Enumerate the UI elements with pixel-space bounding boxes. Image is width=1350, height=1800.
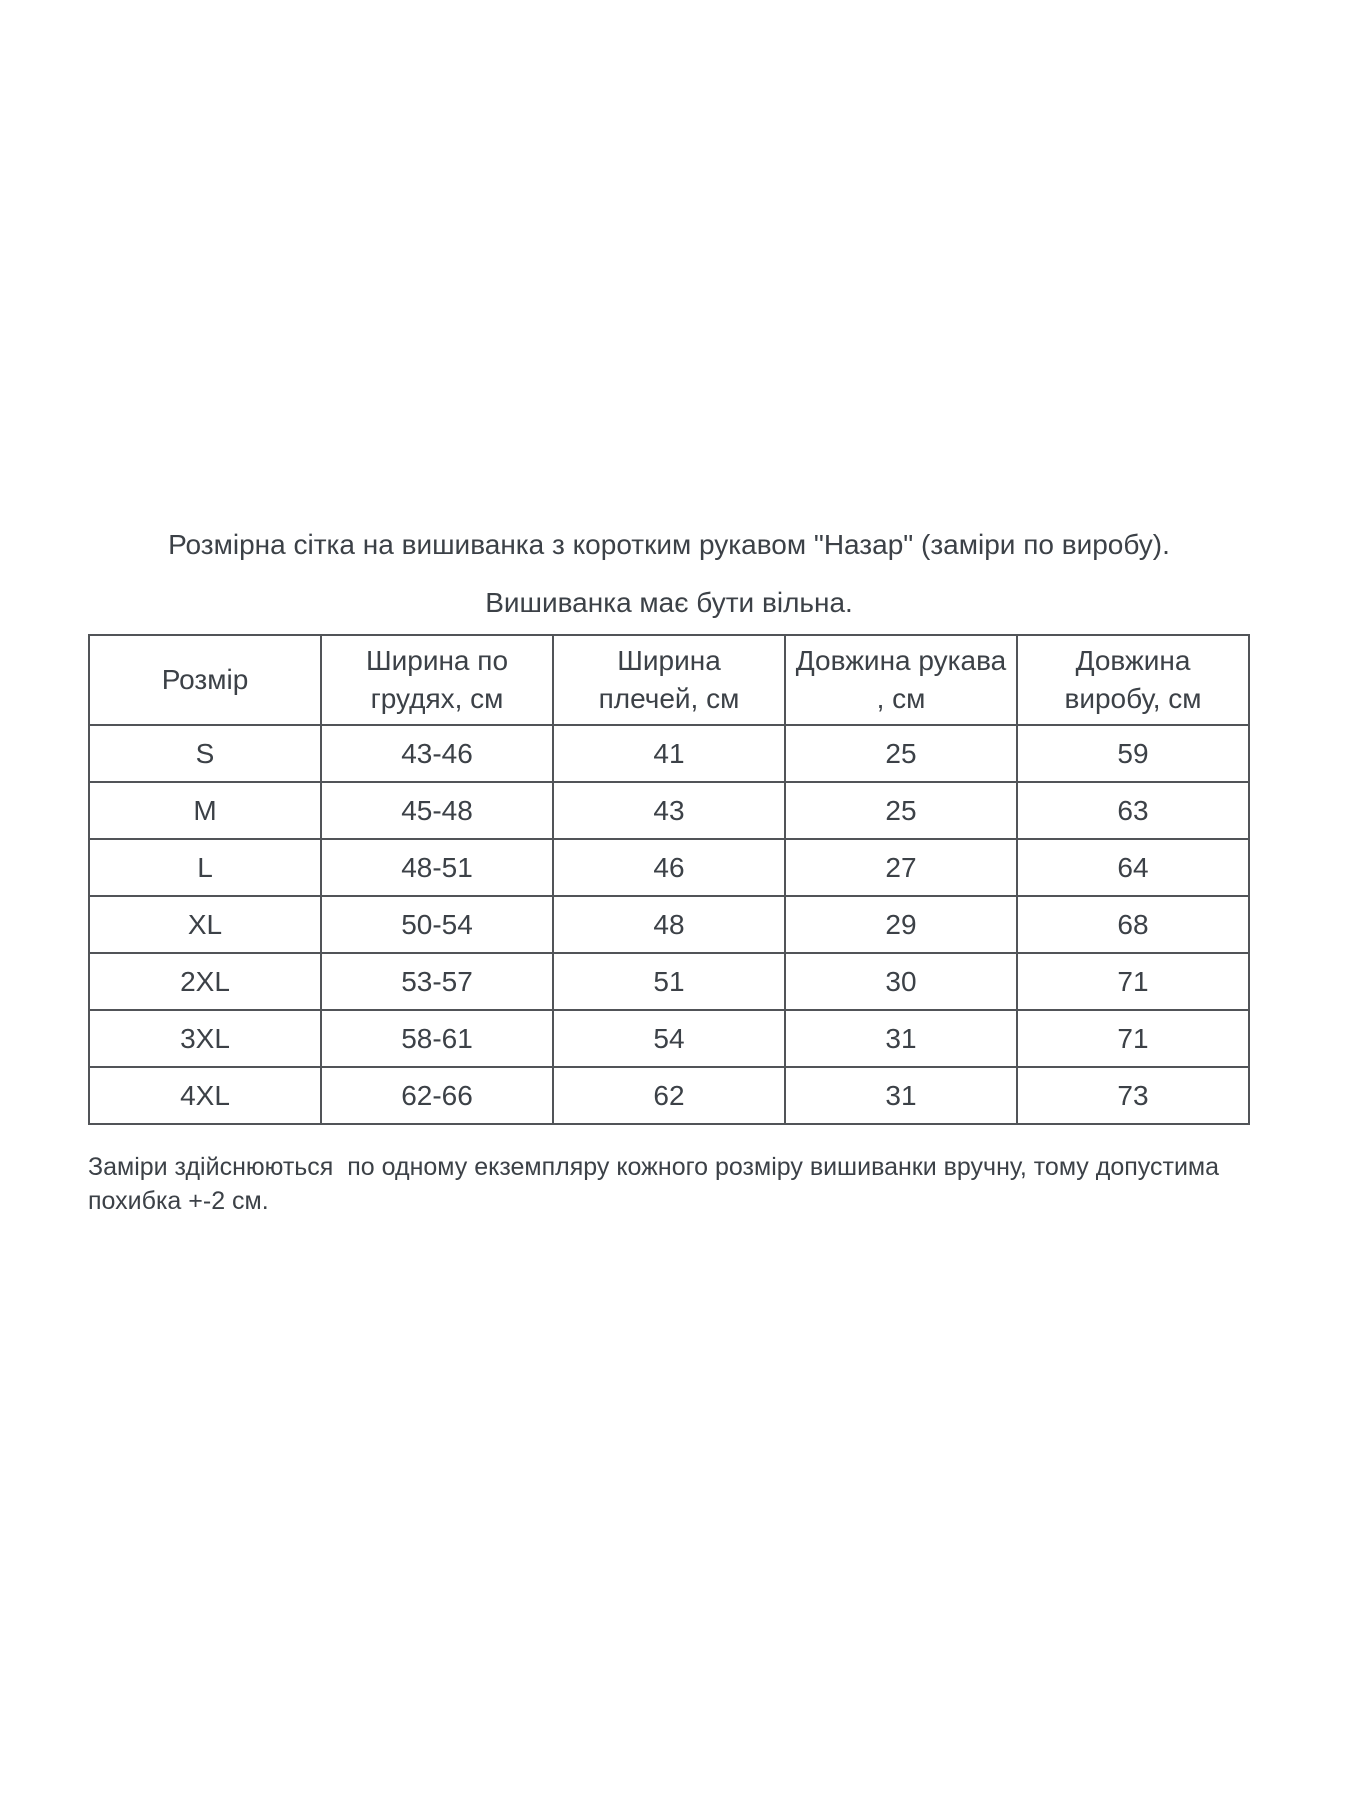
cell-sleeve-length: 25	[785, 725, 1017, 782]
cell-shoulder-width: 51	[553, 953, 785, 1010]
column-header-chest-width	[321, 635, 553, 725]
table-row	[89, 1010, 1249, 1067]
column-header-shoulder-width	[553, 635, 785, 725]
table-header-row	[89, 635, 1249, 725]
cell-product-length: 63	[1017, 782, 1249, 839]
cell-product-length: 73	[1017, 1067, 1249, 1124]
cell-product-length: 64	[1017, 839, 1249, 896]
cell-sleeve-length: 29	[785, 896, 1017, 953]
cell-sleeve-length: 31	[785, 1010, 1017, 1067]
cell-size: S	[89, 725, 321, 782]
column-header-sleeve-line1: Довжина рукава	[795, 645, 1007, 676]
cell-chest-width: 45-48	[321, 782, 553, 839]
column-header-size-line1: Розмір	[161, 664, 249, 695]
cell-chest-width: 48-51	[321, 839, 553, 896]
column-header-length-line1: Довжина	[1075, 645, 1191, 676]
cell-shoulder-width: 43	[553, 782, 785, 839]
table-row	[89, 953, 1249, 1010]
cell-size: L	[89, 839, 321, 896]
column-header-length-line2: виробу, см	[1064, 683, 1202, 714]
cell-size: 2XL	[89, 953, 321, 1010]
table-row	[89, 782, 1249, 839]
page-subtitle: Вишиванка має бути вільна.	[485, 587, 853, 618]
column-header-shoulder-line1: Ширина	[617, 645, 721, 676]
cell-size: M	[89, 782, 321, 839]
cell-shoulder-width: 48	[553, 896, 785, 953]
cell-chest-width: 50-54	[321, 896, 553, 953]
cell-product-length: 68	[1017, 896, 1249, 953]
cell-size: 3XL	[89, 1010, 321, 1067]
cell-chest-width: 43-46	[321, 725, 553, 782]
column-header-chest-line1: Ширина по	[365, 645, 509, 676]
column-header-shoulder-line2: плечей, см	[598, 683, 740, 714]
cell-chest-width: 53-57	[321, 953, 553, 1010]
cell-sleeve-length: 25	[785, 782, 1017, 839]
column-header-chest-line2: грудях, см	[370, 683, 504, 714]
cell-size: 4XL	[89, 1067, 321, 1124]
cell-shoulder-width: 62	[553, 1067, 785, 1124]
cell-chest-width: 58-61	[321, 1010, 553, 1067]
cell-chest-width: 62-66	[321, 1067, 553, 1124]
cell-product-length: 71	[1017, 953, 1249, 1010]
cell-size: XL	[89, 896, 321, 953]
cell-sleeve-length: 31	[785, 1067, 1017, 1124]
cell-shoulder-width: 54	[553, 1010, 785, 1067]
cell-sleeve-length: 30	[785, 953, 1017, 1010]
cell-product-length: 71	[1017, 1010, 1249, 1067]
table-row	[89, 1067, 1249, 1124]
measurement-note: Заміри здійснюються по одному екземпляру кожного розміру вишиванки вручну, тому допустима похибка +-2 см.	[88, 1153, 1226, 1215]
size-chart-section	[88, 0, 1250, 1218]
cell-shoulder-width: 41	[553, 725, 785, 782]
column-header-sleeve-line2: , см	[876, 683, 926, 714]
column-header-sleeve-length	[785, 635, 1017, 725]
cell-product-length: 59	[1017, 725, 1249, 782]
page-title: Розмірна сітка на вишиванка з коротким рукавом "Назар" (заміри по виробу).	[168, 529, 1170, 560]
table-row	[89, 896, 1249, 953]
size-chart-table	[88, 634, 1250, 1125]
table-row	[89, 725, 1249, 782]
table-row	[89, 839, 1249, 896]
column-header-product-length	[1017, 635, 1249, 725]
column-header-size	[89, 635, 321, 725]
cell-shoulder-width: 46	[553, 839, 785, 896]
cell-sleeve-length: 27	[785, 839, 1017, 896]
